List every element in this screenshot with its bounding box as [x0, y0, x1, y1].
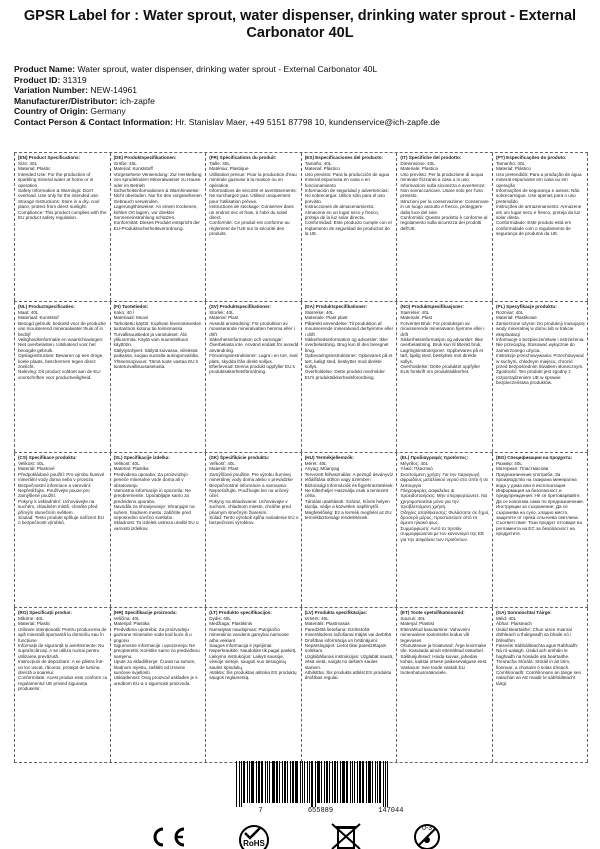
spec-line: Instruções de armazenamento: Armazene em um lugar seco e fresco, proteja da luz solar direta. — [495, 204, 582, 221]
spec-heading: (NO) Produktspesifikasjoner: — [400, 304, 464, 309]
spec-line: Opbevaringsinstruktioner: Opbevares på et tørt, køligt sted, beskytter mod direkte sollys. — [304, 353, 393, 370]
spec-line: Beoogd gebruik: bedoeld voor de productie van mousserend mineraalwater thuis of in bedrijf — [18, 320, 106, 337]
spec-line: Anyag: Műanyag — [304, 466, 340, 472]
spec-line: Laikymo instrukcijos: Laikyti sausoje, vėsioje vietoje, saugoti nuo tiesioginių saulės spindulių. — [209, 653, 287, 670]
barcode-bar — [295, 761, 298, 803]
spec-heading: (IT) Specifiche del prodotto: — [400, 155, 462, 160]
spec-cell — [110, 453, 206, 607]
spec-line: Σκοπούμενη χρήση: Για την παραγωγή αφρώδους μεταλλικού νερού στο σπίτι ή σε λειτουργία — [400, 471, 489, 488]
barcode-bar — [282, 761, 283, 803]
barcode-right-digits: 147044 — [378, 807, 404, 815]
spec-line: Materiał: Plastikowe — [495, 315, 537, 321]
spec-line: Taille: 40L — [209, 161, 230, 166]
spec-line: Matériau: Plastique — [209, 166, 249, 172]
spec-line: Materiale: Plastica — [400, 166, 438, 172]
spec-line: Materiale: Plast — [400, 315, 433, 321]
barcode-bar — [249, 761, 250, 803]
spec-line: Velikost: 40L — [113, 461, 140, 466]
spec-line: Предназначение употреба: За производство на газирана минерална вода у дома или в експлоатация — [495, 471, 577, 488]
spec-band — [14, 152, 588, 301]
spec-line: Skladnost: Ta izdelek ustreza uredbi EU o varnosti izdelkov. — [113, 520, 199, 531]
spec-line: Πληροφορίες ασφαλείας & προειδοποιήσεις: Μην υπερφορτώνετε. Να χρησιμοποιείται μόνο για την προβλεπόμενη χρήση. — [400, 488, 488, 510]
spec-line: Naleving: Dit product voldoet aan de EU-voorschriften voor productveiligheid. — [18, 369, 102, 380]
barcode-bar — [307, 761, 308, 803]
spec-line: Upute za skladištenje: Čuvati na suhom, hladnom mjestu, zaštititi od izravne sunčeve svjetlosti. — [113, 659, 196, 676]
spec-line: Информация за безопасност и предупреждения: Не се претоварвайте. Да се използва само по предназначение. — [495, 488, 585, 504]
info-row — [14, 117, 594, 128]
spec-heading: (NL) Productspecificaties: — [18, 304, 75, 309]
info-row — [14, 96, 594, 107]
barcode-bar — [276, 761, 278, 803]
barcode-bar — [372, 761, 373, 803]
spec-line: Medžiaga: Plastikinis — [209, 621, 253, 627]
ean-barcode — [236, 761, 426, 817]
spec-line: Инструкции за съхранение: Да се съхранява на сухо, хладно място, защитете от пряка слънчева светлина. — [495, 504, 579, 521]
spec-line: Ettenähtud kasutamine: Vahuveini mineraalvee tootmiseks kodus või tegevuses — [400, 626, 470, 643]
info-key: Variation Number: — [14, 85, 89, 96]
spec-line: Navodila za shranjevanje: Shranjujte na suhem, hladnem mestu, zaščitite pred neposredno sončno svetlobo. — [113, 504, 195, 521]
barcode-bar — [352, 761, 353, 803]
barcode-bar — [340, 761, 341, 803]
barcode-bar — [265, 761, 266, 803]
spec-line: Συμμόρφωση: Αυτό το προϊόν συμμορφώνεται με τον κανονισμό της ΕΕ για την ασφάλεια των προϊόντων. — [400, 525, 485, 542]
info-value: ich-zapfe — [120, 95, 155, 106]
barcode-bar — [383, 761, 384, 807]
info-row — [14, 64, 594, 75]
spec-cell — [492, 302, 588, 452]
spec-heading: (LV) Produkta specifikācijas: — [304, 610, 368, 615]
spec-line: Tervezett felhasználás: A pezsgő ásványvíz előállítása otthon vagy üzemben — [304, 471, 394, 483]
spec-line: Zgodność: Ten produkt jest zgodny z rozporządzeniem UE w sprawie bezpieczeństwa produktów. — [495, 369, 571, 386]
barcode-bar — [261, 761, 263, 803]
barcode-bar — [334, 761, 336, 803]
barcode-bar — [292, 761, 294, 803]
spec-heading: (FI) Tuotetiedot: — [113, 304, 149, 309]
spec-line: Förvaringsinstruktioner: Lagra i en torr, sval plats, skydda från direkt solljus. — [209, 353, 298, 364]
barcode-bar — [258, 761, 260, 803]
spec-cell — [396, 608, 492, 762]
page-title: GPSR Label for : Water sprout, water dispenser, drinking water sprout - External Carbonator 40L — [23, 8, 577, 41]
info-key: Product ID: — [14, 74, 61, 85]
spec-line: Størrelse: 40L — [400, 310, 430, 315]
spec-heading: (GA) Sonraíochtaí Táirge: — [495, 610, 552, 615]
barcode-bar — [359, 761, 361, 803]
spec-line: Overholdelse: Dette produktet oppfyller EUs forskrift om produktsikkerhet. — [400, 364, 481, 375]
spec-line: Materiāls: Plastmasas — [304, 621, 350, 627]
spec-cell — [301, 302, 397, 452]
barcode-bar — [243, 761, 245, 803]
spec-cell — [14, 453, 110, 607]
barcode-bar — [377, 761, 378, 803]
barcode-bar — [309, 761, 310, 803]
barcode-digits — [236, 807, 426, 815]
spec-line: Vorgesehene Verwendung: Zur Herstellung von sprudelndem Mineralwasser zu Hause oder im Betrieb — [113, 171, 202, 188]
spec-line: Materjal: Plastist — [400, 621, 435, 627]
spec-cell — [492, 608, 588, 762]
ce-mark-icon — [146, 826, 190, 848]
spec-line: Efterlevnad: Denna produkt uppfyller EU:s produktsäkerhetsförordning. — [209, 364, 295, 375]
spec-line: Storlek: 40L — [209, 310, 234, 315]
spec-cell — [301, 153, 397, 301]
spec-line: Méret: 40L — [304, 461, 327, 466]
spec-line: Uso previsto: Per la produzione di acqua minerale frizzante a casa o in uso. — [400, 171, 484, 183]
barcode-bar — [272, 761, 275, 803]
spec-line: Tamanho: 40L — [495, 161, 526, 166]
spec-line: Material: Plastic — [18, 621, 51, 627]
spec-line: Materiale: Plast plast — [304, 315, 348, 321]
spec-line: Informazioni sulla sicurezza e avvertenze: Non sovraccaricare. Usare solo per l'uso previsto. — [400, 182, 486, 199]
spec-line: Treoracha Stórála: Stóráil in áit tirim, fionnuar, a chosaint ó solas díreach. — [495, 659, 571, 670]
spec-line: Atbilstība: Šis produkts atbilst ES produktu drošības regulai. — [304, 670, 392, 681]
spec-line: Biztonsági információk és figyelmeztetések: Ne túlterhelje! Használja csak a tervezett célra. — [304, 482, 394, 499]
barcode-bar — [304, 761, 305, 803]
spec-cell — [110, 153, 206, 301]
spec-line: Turvallisuustiedot ja varoitukset: Älä ylikuormita. Käytä vain suunniteltuun käyttöön. — [113, 331, 189, 348]
spec-line: Zamierzone użycie: Do produkcji musującej wody mineralnej w domu lub w trakcie eksploatacji — [495, 320, 585, 337]
spec-line: Maat: 40L — [18, 310, 39, 315]
age-warning-icon — [404, 820, 450, 849]
spec-line: Conformitate: Acest produs este conform cu regulamentul UE privind siguranța produselor. — [18, 675, 108, 692]
spec-line: Opslaginstructies: Bewaren op een droge, koele plaats, beschermen tegen direct zonlicht. — [18, 353, 104, 370]
spec-line: Sikkerhedsinformation og advarsler: Ikke overbelastning. Brug kun til den beregnet brug. — [304, 337, 389, 353]
barcode-bar — [342, 761, 345, 803]
spec-heading: (BG) Спецификации на продукта: — [495, 455, 573, 460]
spec-line: Veiligheidsinformatie en waarschuwingen: Niet overbelasten. Uitsluitend voor het beoogde gebruik. — [18, 337, 104, 353]
info-row — [14, 75, 594, 86]
spec-heading: (CS) Specifikace produktu: — [18, 455, 77, 460]
barcode-bar — [387, 761, 388, 807]
spec-line: Materiál: Plast — [209, 466, 239, 472]
spec-line: Sicherheitsinformationen & Warnhinweise: Nicht überladen. Nur für den vorgesehenen Gebrauch verwenden. — [113, 188, 202, 204]
spec-line: Conformidad: Este producto cumple con el reglamento de seguridad de productos de la UE. — [304, 220, 392, 237]
spec-heading: [EN] Product Specifications: — [18, 155, 81, 160]
barcode-bar — [366, 761, 367, 803]
info-row — [14, 85, 594, 96]
barcode-bar — [302, 761, 303, 803]
spec-line: Izmērs: 40L — [304, 616, 329, 621]
barcode-bar — [329, 761, 330, 803]
spec-line: Yhteensopivuus: Tämä tuote vastaa EU:n tuoteturvallisuusasetusta. — [113, 358, 199, 370]
spec-line: Zamýšľané použitie: Pre výrobu šumivej minerálnej vody doma alebo v prevádzke — [209, 471, 293, 483]
spec-heading: (DE) Produktspezifikationen: — [113, 155, 177, 160]
spec-line: Mărime: 40L — [18, 616, 44, 621]
barcode-bar — [251, 761, 254, 803]
spec-cell — [301, 608, 397, 762]
barcode-bar — [346, 761, 348, 803]
spec-cell — [301, 453, 397, 607]
age-label: 0-3 — [421, 825, 433, 832]
spec-line: Οδηγίες αποθήκευσης: Φυλάσσετε σε ξηρό, δροσερό μέρος, προστατεύετε από το άμεσο ηλιακό φως. — [400, 509, 490, 526]
spec-band — [14, 301, 588, 452]
spec-cell — [205, 302, 301, 452]
spec-line: Rozmiar: 40L — [495, 310, 524, 315]
spec-line: Dimensione: 40L — [400, 161, 435, 166]
spec-line: Størrelse: 40L — [304, 310, 334, 315]
spec-cell — [492, 153, 588, 301]
spec-line: Bezpečnostní informace a varování: Nepřetěžujte. Používejte pouze pro zamýšlené použití. — [18, 482, 92, 499]
spec-heading: (PL) Specyfikacje produktu: — [495, 304, 557, 309]
spec-line: Dydis: 40L — [209, 616, 231, 621]
spec-line: Storage Instructions: Store in a dry, cool place, protect from direct sunlight. — [18, 198, 100, 210]
info-value: Water sprout, water dispenser, drinking water sprout - External Carbonator 40L — [77, 64, 378, 74]
barcode-bar — [321, 761, 322, 803]
spec-line: Informacje o bezpieczeństwie i ostrzeżenia: Nie przeciążaj. Stosować wyłącznie do zamierzonego użycia. — [495, 337, 585, 353]
spec-line: Size: 40L — [18, 161, 38, 166]
barcode-bar — [385, 761, 386, 807]
spec-line: Varnostne informacije in opozorila: Ne preobremenite. Uporabljajte samo za predvideno uporabo. — [113, 488, 191, 504]
spec-heading: (LT) Produkto specifikacijos: — [209, 610, 272, 615]
spec-line: Méid: 40L — [495, 616, 517, 621]
info-key: Contact Person & Contact Information: — [14, 116, 173, 127]
spec-line: Saugos informacija ir įspėjimai: Neperkraukite. Naudokite tik pagal paskirtį. — [209, 643, 297, 654]
spec-cell — [14, 608, 110, 762]
spec-line: Istruzioni per la conservazione: Conservare in un luogo asciutto e fresco, proteggere dalla luce del sole. — [400, 198, 489, 215]
info-key: Manufacturer/Distributor: — [14, 95, 118, 106]
spec-cell — [396, 153, 492, 301]
spec-line: Comhlíonadh: Comhlíonann an táirge seo rialachán an AE maidir le sábháilteacht táirgí. — [495, 670, 582, 686]
spec-band — [14, 452, 588, 607]
info-row — [14, 106, 594, 117]
spec-line: Informații de siguranță și avertismente: Nu supraîncărcați. A se utiliza numai pentru utilizarea prevăzută. — [18, 643, 105, 659]
barcode-bar — [332, 761, 333, 803]
spec-heading: (FR) Spécifications du produit: — [209, 155, 277, 160]
spec-line: Säilytysohjeet: Säilytä kuivassa, viileässä paikassa, suojaa suoralta auringonvalolta. — [113, 347, 200, 359]
spec-line: Pokyny k uskladnění: Uchovávejte na suchém, chladném místě, chraňte před přímým slunečním světlem. — [18, 498, 98, 515]
spec-line: Safety Information & Warnings: Don't overload. Use only for the intended use. — [18, 188, 100, 199]
spec-line: Informations de sécurité et avertissements: Ne surchargez pas. Utilisez uniquement pour l'utilisation prévue. — [209, 188, 297, 204]
barcode-bar — [375, 761, 376, 803]
weee-bin-icon — [328, 822, 364, 849]
barcode-lead-digit: 7 — [258, 807, 263, 815]
spec-line: Overholdelse: Dette produkt overholder EU's produktsikkerhedsforordning. — [304, 369, 385, 380]
spec-line: Utilizare intenționată: Pentru producerea de apă minerală spumantă la domiciliu sau în funcțiune — [18, 626, 107, 643]
spec-line: Veličina: 40L — [113, 616, 140, 621]
spec-line: Numatytas naudojimas: Putojančio mineralinio vandens gamybai namuose arba veikiant — [209, 626, 289, 643]
barcode-bar — [379, 761, 381, 803]
spec-line: Pokyny na skladovanie: Uchovávajte v suchom, chladnom mieste, chráňte pred priamym slnečným žiarením. — [209, 498, 291, 515]
barcode-bar — [350, 761, 351, 803]
spec-line: Drošības informācija un brīdinājumi: Nepārslogojiet. Lietot tikai paredzētajam nolūkam. — [304, 637, 387, 654]
spec-band — [14, 607, 588, 763]
barcode-bar — [284, 761, 286, 803]
spec-line: Conformidade: Este produto está em conformidade com o regulamento de segurança de produtos da UE. — [495, 220, 572, 237]
barcode-bar — [354, 761, 355, 803]
spec-line: Säkerhetsinformation och varningar: Överbelasta inte. Använd endast för avsedd användning. — [209, 337, 299, 353]
barcode-bar — [337, 761, 338, 803]
spec-heading: (HU) Termékjellemzők: — [304, 455, 354, 460]
info-value: Hr. Stanislav Maer, +49 5151 87798 10, kundenservice@ich-zapfe.de — [175, 116, 440, 127]
barcode-bar — [241, 761, 242, 807]
spec-line: Påtænkt anvendelse: Til produktion af mousserende mineralvand derhjemme eller i drift — [304, 320, 394, 337]
barcode-bar — [326, 761, 328, 803]
barcode-bar — [267, 761, 268, 803]
spec-heading: (SL) Specifikacije izdelka: — [113, 455, 170, 460]
spec-line: Lagringsinstruksjoner: Oppbevares på et tørt, kjølig sted, beskyttes mot direkte sollys. — [400, 347, 484, 364]
barcode-bar — [324, 761, 325, 803]
spec-line: Materiál: Plastové — [18, 466, 55, 472]
spec-heading: (SK) Špecifikácie produktu: — [209, 455, 270, 460]
spec-line: Veľkosť: 40L — [209, 461, 235, 466]
spec-line: Paredzētā lietošana: Dzirkstošā minerālūdens ražošanai mājās vai darbībā — [304, 626, 392, 638]
spec-line: Materiaali: Muovi — [113, 315, 149, 321]
spec-cell — [396, 453, 492, 607]
info-value: NEW-14961 — [90, 85, 138, 96]
spec-line: Tarkoitettu käyttö: Kuplivan kivennäisveden tuotantoon kotona tai toiminnassa — [113, 320, 202, 332]
spec-heading: (ET) Toote spetsifikatsioonid: — [400, 610, 465, 615]
spec-line: Avsedd användning: För produktion av mousserande mineralvatten hemma eller i drift — [209, 320, 295, 337]
spec-heading: (ES) Especificaciones del producto: — [304, 155, 384, 160]
spec-line: Material: Kunststoff — [113, 166, 153, 172]
spec-line: Material: Plast — [209, 315, 239, 321]
spec-line: Velikost: 40L — [18, 461, 45, 466]
spec-line: Suurus: 40L — [400, 616, 426, 621]
spec-line: Konformität: Dieses Produkt entspricht der EU-Produktsicherheitsverordnung. — [113, 220, 200, 231]
spec-line: Uso pretendido: Para a produção de água mineral espumante em casa ou em operação — [495, 171, 582, 188]
spec-cell — [14, 153, 110, 301]
spec-line: Instrucciones de almacenamiento: Almacene en un lugar seco y fresco, proteja de la luz solar directa. — [304, 204, 380, 221]
spec-cell — [110, 608, 206, 762]
spec-line: Compliance: This product complies with the EU product safety regulation. — [18, 209, 107, 221]
spec-cell — [205, 153, 301, 301]
spec-heading: (PT) Especificações do produto: — [495, 155, 567, 160]
spec-line: Ohutusteave ja hoiatused: Ärge koormake üle. Kasutada ainult ettenähtud otstarbel. — [400, 643, 487, 654]
spec-heading: (SV) Produktspecifikationer: — [209, 304, 271, 309]
spec-line: Predvidena uporaba: Za proizvodnjo peneče mineralne vode doma ali v obratovanju — [113, 471, 188, 488]
spec-line: Materijal: Plastika — [113, 621, 150, 627]
spec-line: Instrukcje przechowywania: Przechowywać w suchym, chłodnym miejscu, chronić przed bezpośrednim światłem słonecznym. — [495, 353, 585, 370]
barcode-bar — [368, 761, 371, 803]
barcode-bar — [236, 761, 237, 807]
spec-line: Usklađenost: Ovaj proizvod usklađen je s uredbom EU-a o sigurnosti proizvoda. — [113, 675, 198, 686]
barcode-bars — [236, 761, 426, 807]
spec-line: Tárolási utasítások: Száraz, hűvös helyen tárolja, védje a közvetlen napfénytől. — [304, 498, 390, 510]
spec-line: Материал: Пластмасови — [495, 466, 549, 472]
spec-line: Uzglabāšanas instrukcijas: Uzglabāt sausā, vēsā vietā, sargāt no tiešiem saules stariem. — [304, 653, 394, 670]
spec-cell — [492, 453, 588, 607]
spec-cell — [14, 302, 110, 452]
spec-line: Materiaal: Kunststof — [18, 315, 59, 321]
info-key: Product Name: — [14, 64, 76, 74]
barcode-bar — [279, 761, 280, 803]
spec-line: Instrucțiuni de depozitare: A se păstra într-un loc uscat, răcoros, protejat de lumina directă a soarelui. — [18, 659, 105, 676]
spec-line: Μέγεθος: 40L — [400, 461, 429, 466]
spec-line: Lagerungshinweise: An einem trockenen, kühlen Ort lagern, vor direkter Sonneneinstrahlung schützen. — [113, 204, 198, 221]
info-key: Country of Origin: — [14, 106, 88, 117]
spec-line: Soulad: Tento produkt splňuje nařízení EU o bezpečnosti výrobků. — [18, 515, 104, 526]
spec-cell — [110, 302, 206, 452]
spec-cell — [205, 453, 301, 607]
barcode-bar — [357, 761, 358, 803]
spec-line: Megfelelőség: Ez a termék megfelel az EU termékbiztonsági rendeletének. — [304, 509, 392, 521]
spec-line: Съответствие: Този продукт отговаря на регламента на ЕС за безопасност на продуктите. — [495, 520, 582, 537]
spec-cell — [396, 302, 492, 452]
spec-line: Material: Plástico — [304, 166, 340, 172]
spec-line: Ábhar: Plaisteach — [495, 621, 532, 627]
spec-heading: (RO) Specificații produs: — [18, 610, 72, 615]
spec-line: Predviđena upotreba: Za proizvodnju gazirane mineralne vode kod kuće ili u pogonu — [113, 626, 192, 643]
spec-line: Material: Plastika — [113, 466, 149, 472]
barcode-bar — [317, 761, 320, 803]
spec-line: Υλικό: Πλαστικό — [400, 466, 433, 472]
spec-line: Conformità: Questo prodotto è conforme al regolamento sulla sicurezza dei prodotti dell'UE. — [400, 215, 488, 231]
spec-cell — [205, 608, 301, 762]
barcode-left-digits: 655889 — [307, 807, 334, 815]
barcode-bar — [287, 761, 288, 803]
spec-heading: (EL) Προδιαγραφές προϊόντος: — [400, 455, 469, 460]
spec-line: Instructions de stockage: Conserver dans un endroit sec et frais, à l'abri du soleil direct. — [209, 204, 294, 221]
barcode-bar — [315, 761, 316, 807]
spec-line: Utilisation prévue: Pour la production d'eau minérale gazeuse à la maison ou en opération — [209, 171, 297, 188]
rohs-icon — [236, 824, 272, 849]
spec-line: Conformité: Ce produit est conforme au règlement de l'UE sur la sécurité des produits. — [209, 220, 290, 237]
barcode-bar — [239, 761, 240, 807]
spec-line: Sigurnosne informacije i upozorenja: Ne preopteretiti. Koristite samo za predviđenu namjenu. — [113, 643, 200, 659]
spec-line: Размер: 40L — [495, 461, 522, 466]
spec-line: Informações de segurança e avisos: Não sobrecarregue. Use apenas para o uso pretendido. — [495, 188, 580, 204]
language-spec-grid — [14, 152, 588, 763]
barcode-bar — [290, 761, 291, 803]
barcode-bar — [269, 761, 270, 803]
barcode-bar — [247, 761, 248, 803]
barcode-bar — [311, 761, 313, 807]
spec-line: Bezpečnostné informácie a varovania: Nepreťažujte. Používajte len na určený účel. — [209, 482, 289, 499]
spec-heading: (DA) Produktspecifikationer: — [304, 304, 368, 309]
barcode-bar — [300, 761, 301, 803]
spec-line: Předpokládané použití: Pro výrobu šumivé minerální vody doma nebo v provozu — [18, 471, 105, 483]
spec-line: Úsáid Beartaithe: Chun uisce mianraí drithleach a tháirgeadh sa bhaile nó i bhfeidhm — [495, 626, 573, 643]
spec-line: Vastavus: See toode vastab ELi tooteohutusmäärusele. — [400, 664, 466, 676]
spec-line: Tamaño: 40L — [304, 161, 332, 166]
spec-line: Atitiktis: Šis produktas atitinka ES produktų saugos reglamentą. — [209, 670, 297, 681]
spec-line: Material: Plástico — [495, 166, 531, 172]
spec-line: Faisnéis Sábháilteachta agus Rabhaidh: Ná ró-ualaigh. Úsáid ach amháin le haghaidh na húsáide atá beartaithe. — [495, 643, 579, 659]
spec-line: Intended Use: For the production of sparkling mineral water at home or in operation — [18, 171, 94, 188]
spec-line: Información de seguridad y advertencias: No sobrecargar. Utilice sólo para el uso previsto. — [304, 188, 389, 204]
barcode-bar — [362, 761, 364, 803]
spec-line: Sikkerhetsinformasjon og advarsler: Ikke overbelastning. Bruk kun til tiltenkt bruk. — [400, 337, 484, 348]
spec-line: Größe: 40L — [113, 161, 137, 166]
info-value: 31319 — [62, 74, 87, 85]
spec-line: Uso previsto: Para la producción de agua mineral espumosa en casa o en funcionamiento — [304, 171, 390, 188]
spec-line: Súlad: Tento výrobok spĺňa nariadenie EÚ o bezpečnosti výrobkov. — [209, 515, 299, 526]
product-info — [14, 64, 594, 128]
spec-line: Säilitusjuhised: Hoida kuivas, jahedas kohas, kaitsta otsese päikesevalguse eest. — [400, 653, 488, 665]
spec-line: Forventet Bruk: For produksjon av mousserende mineralvann hjemme eller i drift — [400, 320, 485, 337]
barcode-bar — [256, 761, 257, 803]
info-value: Germany — [90, 106, 126, 117]
spec-heading: (HR) Specifikacije proizvoda: — [113, 610, 177, 615]
spec-line: Material: Plastic — [18, 166, 51, 172]
rohs-label: RoHS — [243, 839, 265, 848]
spec-line: Koko: 40 l — [113, 310, 135, 315]
